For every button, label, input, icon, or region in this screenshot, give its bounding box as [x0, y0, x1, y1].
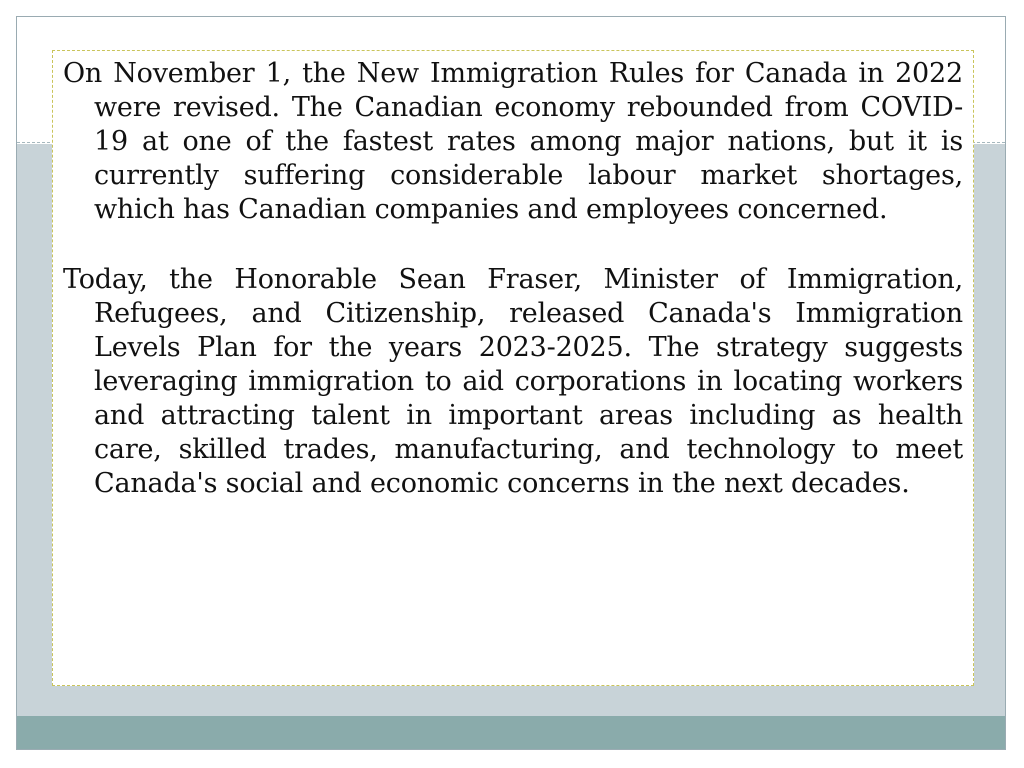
paragraph-2: Today, the Honorable Sean Fraser, Minister of Immigration, Refugees, and Citizenship, released Canada's Immigration Levels Plan for the years 2023-2025. The strategy suggests leveraging immigration to aid corporations in locating workers and attracting talent in important areas including as health care, skilled trades, manufacturing, and technology to meet Canada's social and economic concerns in the next decades. [63, 264, 963, 499]
content-text-box[interactable] [52, 50, 974, 686]
footer-band [17, 716, 1005, 749]
paragraph-1: On November 1, the New Immigration Rules for Canada in 2022 were revised. The Canadian economy rebounded from COVID-19 at one of the fastest rates among major nations, but it is currently suffering considerable labour market shortages, which has Canadian companies and employees concerned. [63, 58, 963, 225]
